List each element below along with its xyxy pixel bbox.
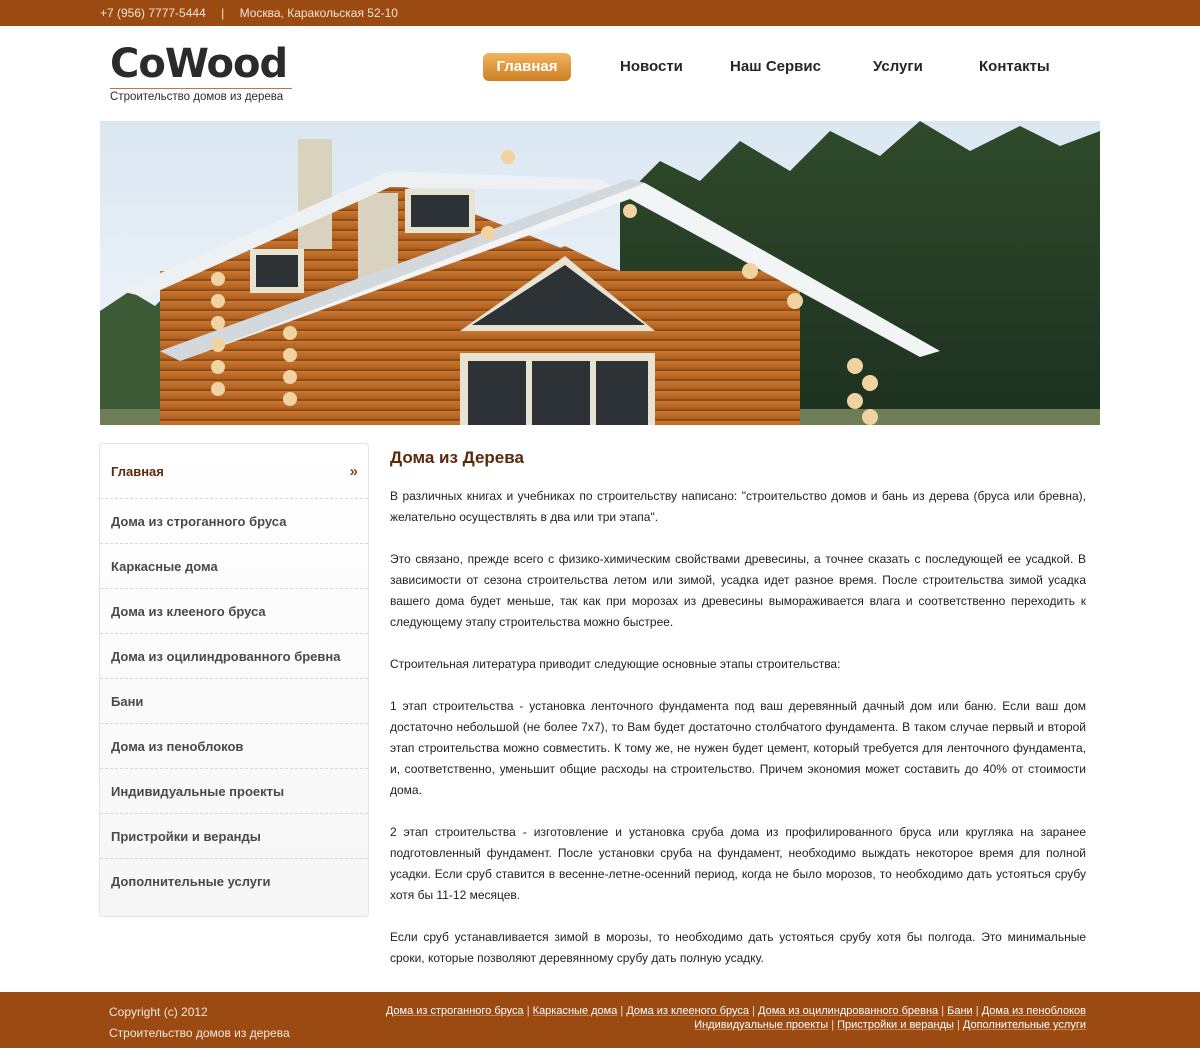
top-bar [0, 0, 1200, 26]
sidebar-item-saunas[interactable] [100, 679, 368, 723]
logo-divider [110, 88, 292, 89]
footer-tagline: Строительство домов из дерева [109, 1026, 290, 1040]
logo[interactable] [110, 40, 300, 103]
nav-item-service[interactable]: Наш Сервис [730, 58, 821, 75]
footer-link-separator: | [620, 1005, 624, 1017]
sidebar-item-extra-services[interactable] [100, 859, 368, 903]
footer-link-separator: | [831, 1019, 835, 1031]
footer-link-extra-services[interactable]: Дополнительные услуги [962, 1019, 1086, 1031]
footer-link-glued-timber[interactable]: Дома из клееного бруса [626, 1005, 750, 1017]
nav-item-news[interactable]: Новости [620, 58, 683, 75]
footer-link-planed-timber[interactable]: Дома из строганного бруса [385, 1005, 524, 1017]
content-paragraph: 2 этап строительства - изготовление и установка сруба дома из профилированного бруса или кругляка на заранее подготовленный фундамент. После установки сруба на фундамент, необходимо выждать некоторое время для полной усадки. Если сруб ставится в весенне-летне-осенний период, когда не было морозов, то необходимо дать устояться срубу хотя бы 11-12 месяцев. [390, 825, 1086, 902]
footer-link-separator: | [956, 1019, 960, 1031]
contact-info [100, 0, 398, 26]
footer-link-separator: | [526, 1005, 530, 1017]
logo-title: CoWood [110, 41, 288, 87]
sidebar-item-custom-projects[interactable] [100, 769, 368, 813]
sidebar-item-label: Индивидуальные проекты [111, 783, 285, 799]
sidebar-item-label: Дома из строганного бруса [111, 513, 287, 529]
content-paragraph: В различных книгах и учебниках по строительству написано: "строительство домов и бань из дерева (бруса или бревна), желательно осуществлять в два или три этапа". [390, 489, 1086, 524]
sidebar-item-label: Пристройки и веранды [111, 828, 261, 844]
contact-separator: | [221, 6, 225, 20]
content-paragraph: Строительная литература приводит следующие основные этапы строительства: [390, 657, 841, 671]
logo-subtitle: Строительство домов из дерева [110, 91, 284, 103]
sidebar-item-home[interactable] [100, 444, 368, 498]
footer-links [366, 1004, 1086, 1032]
log-house-illustration [100, 121, 1100, 425]
footer-link-separator: | [975, 1005, 979, 1017]
content-paragraph: 1 этап строительства - установка ленточного фундамента под ваш деревянный дачный дом или баню. Если ваш дом достаточно небольшой (не более 7х7), то Вам будет достаточно столбчатого фундамента. В таком случае первый и второй этап строительства можно совместить. К тому же, не нужен будет цемент, который требуется для ленточного фундамента, и, соответственно, уменьшит общие расходы на строительство. Причем экономия может составить до 40% от стоимости дома. [390, 699, 1086, 797]
main-content [390, 440, 1086, 990]
double-chevron-right-icon: » [349, 462, 358, 480]
content-paragraph: Если сруб устанавливается зимой в морозы, то необходимо дать устояться срубу хотя бы полгода. Это минимальные сроки, которые позволяют деревянному срубу дать полную усадку. [390, 930, 1086, 965]
footer-link-separator: | [752, 1005, 755, 1017]
footer [0, 992, 1200, 1048]
nav-item-home[interactable]: Главная [483, 53, 571, 81]
footer-link-custom-projects[interactable]: Индивидуальные проекты [694, 1019, 829, 1031]
footer-link-rounded-log[interactable]: Дома из оцилиндрованного бревна [758, 1005, 939, 1017]
content-paragraph: Это связано, прежде всего с физико-химическим свойствами древесины, а точнее сказать с последующей ее усадкой. В зависимости от сезона строительства летом или зимой, усадка идет разное время. После строительства зимой усадка вашего дома будет меньше, так как при морозах из древесины вымораживается влага и соответственно переходить к следующему этапу строительства можно быстрее. [390, 552, 1086, 629]
sidebar-item-glued-timber[interactable] [100, 589, 368, 633]
footer-link-extensions[interactable]: Пристройки и веранды [837, 1019, 954, 1031]
sidebar-item-label: Дома из клееного бруса [111, 603, 266, 619]
sidebar-item-rounded-log[interactable] [100, 634, 368, 678]
phone-number: +7 (956) 7777-5444 [100, 6, 206, 20]
sidebar-item-label: Дома из оцилиндрованного бревна [111, 648, 341, 664]
footer-link-saunas[interactable]: Бани [947, 1005, 973, 1017]
sidebar-item-label: Дополнительные услуги [111, 873, 271, 889]
footer-info [109, 1002, 290, 1044]
nav-item-contacts[interactable]: Контакты [979, 58, 1050, 75]
sidebar-item-label: Главная [111, 463, 164, 479]
sidebar-item-planed-timber[interactable] [100, 499, 368, 543]
sidebar-item-extensions[interactable] [100, 814, 368, 858]
footer-link-frame-houses[interactable]: Каркасные дома [532, 1005, 618, 1017]
sidebar-item-label: Дома из пеноблоков [111, 738, 244, 754]
hero-banner [100, 121, 1100, 425]
sidebar-item-frame-houses[interactable] [100, 544, 368, 588]
nav-item-services[interactable]: Услуги [873, 58, 923, 75]
footer-link-foam-blocks[interactable]: Дома из пеноблоков [981, 1005, 1086, 1017]
address: Москва, Каракольская 52-10 [239, 6, 398, 20]
sidebar-item-label: Каркасные дома [111, 558, 218, 574]
sidebar-item-foam-blocks[interactable] [100, 724, 368, 768]
sidebar-menu [99, 443, 369, 917]
sidebar-item-label: Бани [111, 693, 144, 709]
page-title: Дома из Дерева [390, 448, 524, 467]
footer-link-separator: | [941, 1005, 945, 1017]
copyright: Copyright (c) 2012 [109, 1005, 208, 1019]
